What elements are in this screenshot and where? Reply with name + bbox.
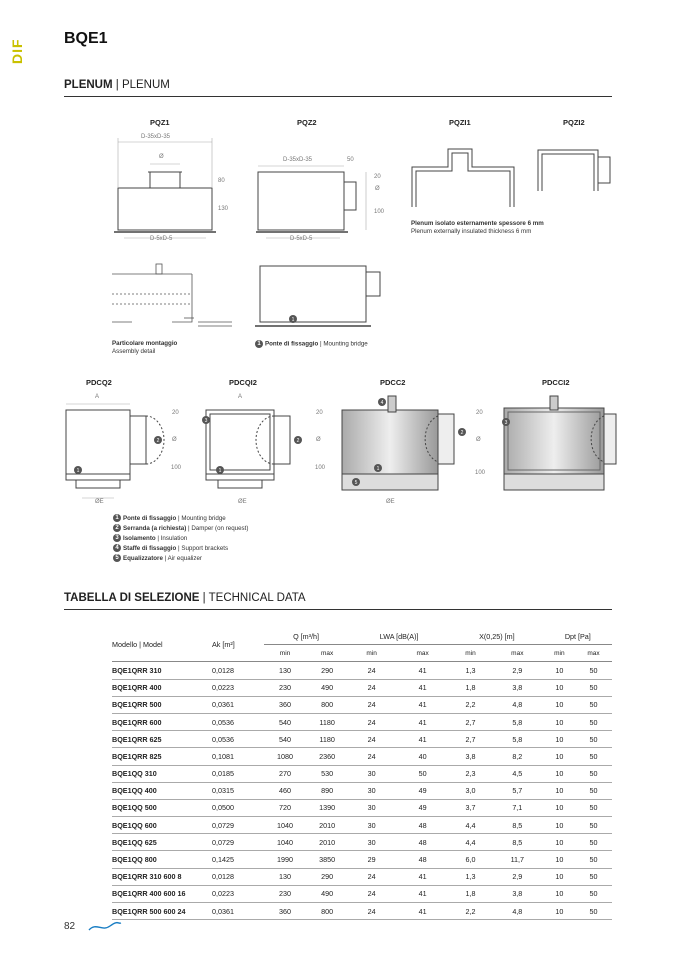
value-cell: 2,3	[450, 765, 491, 782]
pdcq2-dim-dia: Ø	[172, 437, 177, 443]
legend-item: 1 Ponte di fissaggio | Mounting bridge	[113, 514, 248, 524]
table-row	[112, 731, 612, 748]
value-cell: 2010	[306, 834, 348, 851]
value-cell: 10	[544, 748, 575, 765]
value-cell: 290	[306, 868, 348, 885]
value-cell: 2,9	[491, 662, 544, 679]
value-cell: 5,7	[491, 782, 544, 799]
value-cell: 890	[306, 782, 348, 799]
value-cell: 6,0	[450, 851, 491, 868]
value-cell: 4,8	[491, 696, 544, 713]
value-cell: 530	[306, 765, 348, 782]
value-cell: 1,3	[450, 868, 491, 885]
value-cell: 41	[395, 662, 450, 679]
table-row	[112, 868, 612, 885]
value-cell: 24	[348, 696, 395, 713]
pqz1-drawing	[110, 130, 220, 245]
value-cell: 0,0729	[212, 817, 264, 834]
header-noise: LWA [dB(A)]	[348, 628, 450, 645]
model-cell: BQE1QQ 600	[112, 817, 212, 834]
plenum-heading: PLENUM | PLENUM	[64, 79, 170, 91]
value-cell: 1,3	[450, 662, 491, 679]
pqz2-drawing	[256, 160, 371, 245]
label-pdcq2: PDCQ2	[86, 378, 112, 387]
assembly-detail-drawing	[112, 262, 232, 337]
value-cell: 270	[264, 765, 306, 782]
value-cell: 10	[544, 782, 575, 799]
pqzi1-drawing	[410, 145, 520, 215]
pdcqi2-dim-oe: ØE	[238, 499, 247, 505]
value-cell: 11,7	[491, 851, 544, 868]
svg-text:2: 2	[296, 438, 300, 444]
header-max: max	[491, 645, 544, 662]
table-row	[112, 748, 612, 765]
label-pdcci2: PDCCI2	[542, 378, 570, 387]
value-cell: 50	[575, 662, 612, 679]
value-cell: 3,7	[450, 799, 491, 816]
value-cell: 41	[395, 868, 450, 885]
value-cell: 800	[306, 903, 348, 920]
value-cell: 4,4	[450, 834, 491, 851]
value-cell: 540	[264, 731, 306, 748]
value-cell: 2,7	[450, 713, 491, 730]
value-cell: 4,5	[491, 765, 544, 782]
pdcqi2-dim-dia: Ø	[316, 437, 321, 443]
value-cell: 360	[264, 696, 306, 713]
value-cell: 41	[395, 679, 450, 696]
value-cell: 50	[575, 834, 612, 851]
header-max: max	[575, 645, 612, 662]
value-cell: 8,5	[491, 817, 544, 834]
header-flow: Q [m³/h]	[264, 628, 348, 645]
model-cell: BQE1QRR 825	[112, 748, 212, 765]
pqz1-dim-bottom: D-5xD-5	[150, 236, 173, 242]
value-cell: 8,2	[491, 748, 544, 765]
value-cell: 48	[395, 851, 450, 868]
value-cell: 24	[348, 885, 395, 902]
value-cell: 49	[395, 799, 450, 816]
value-cell: 30	[348, 782, 395, 799]
value-cell: 3,8	[491, 679, 544, 696]
table-row	[112, 851, 612, 868]
value-cell: 0,1425	[212, 851, 264, 868]
pdcqi2-drawing	[202, 394, 332, 504]
value-cell: 1390	[306, 799, 348, 816]
label-pqz1: PQZ1	[150, 118, 170, 127]
model-cell: BQE1QQ 625	[112, 834, 212, 851]
value-cell: 41	[395, 903, 450, 920]
value-cell: 0,0361	[212, 696, 264, 713]
value-cell: 50	[575, 868, 612, 885]
technical-data-table	[112, 628, 612, 920]
value-cell: 24	[348, 731, 395, 748]
legend-item: 5 Equalizzatore | Air equalizer	[113, 554, 248, 564]
pdcqi2-dim-a: A	[238, 394, 243, 400]
value-cell: 8,5	[491, 834, 544, 851]
value-cell: 2010	[306, 817, 348, 834]
label-pdcc2: PDCC2	[380, 378, 406, 387]
header-max: max	[395, 645, 450, 662]
pqz1-dim-80: 80	[218, 178, 225, 184]
value-cell: 0,0729	[212, 834, 264, 851]
value-cell: 50	[575, 713, 612, 730]
value-cell: 10	[544, 713, 575, 730]
value-cell: 290	[306, 662, 348, 679]
value-cell: 30	[348, 834, 395, 851]
pqz1-dim-130: 130	[218, 206, 229, 212]
pdcqi2-dim-20: 20	[316, 410, 323, 416]
pqz1-dim-dia: Ø	[159, 154, 164, 160]
page-number: 82	[64, 921, 76, 932]
value-cell: 460	[264, 782, 306, 799]
value-cell: 41	[395, 696, 450, 713]
value-cell: 2,7	[450, 731, 491, 748]
pqz2-dim-dia: Ø	[375, 186, 380, 192]
value-cell: 5,8	[491, 713, 544, 730]
value-cell: 50	[575, 731, 612, 748]
value-cell: 30	[348, 765, 395, 782]
value-cell: 0,0361	[212, 903, 264, 920]
value-cell: 1,8	[450, 679, 491, 696]
value-cell: 0,0223	[212, 885, 264, 902]
value-cell: 10	[544, 903, 575, 920]
value-cell: 1080	[264, 748, 306, 765]
model-cell: BQE1QQ 500	[112, 799, 212, 816]
table-row	[112, 679, 612, 696]
value-cell: 50	[575, 679, 612, 696]
value-cell: 10	[544, 731, 575, 748]
value-cell: 2360	[306, 748, 348, 765]
table-row	[112, 696, 612, 713]
svg-text:1: 1	[218, 468, 222, 474]
table-row	[112, 817, 612, 834]
legend	[113, 514, 248, 564]
value-cell: 24	[348, 903, 395, 920]
section-tab: DIF	[9, 38, 25, 64]
value-cell: 0,0536	[212, 731, 264, 748]
value-cell: 5,8	[491, 731, 544, 748]
value-cell: 0,0128	[212, 662, 264, 679]
value-cell: 50	[395, 765, 450, 782]
header-min: min	[348, 645, 395, 662]
value-cell: 50	[575, 748, 612, 765]
model-cell: BQE1QRR 500	[112, 696, 212, 713]
value-cell: 1040	[264, 817, 306, 834]
value-cell: 50	[575, 765, 612, 782]
page-title: BQE1	[64, 30, 108, 47]
value-cell: 230	[264, 885, 306, 902]
svg-text:4: 4	[380, 400, 384, 406]
badge-1: 1	[255, 340, 263, 348]
value-cell: 30	[348, 799, 395, 816]
badge-2: 2	[113, 524, 121, 532]
pdcq2-dim-oe: ØE	[95, 499, 104, 505]
pdcc2-dim-20: 20	[476, 410, 483, 416]
svg-text:1: 1	[376, 466, 380, 472]
pqz1-dim-top: D-35xD-35	[141, 134, 171, 140]
pqz2-dim-top: D-35xD-35	[283, 157, 313, 163]
value-cell: 1,8	[450, 885, 491, 902]
pdcq2-dim-a: A	[95, 394, 100, 400]
pdcci2-drawing	[500, 392, 630, 502]
table-row	[112, 765, 612, 782]
legend-item: 4 Staffe di fissaggio | Support brackets	[113, 544, 248, 554]
badge-5: 5	[113, 554, 121, 562]
tech-heading: TABELLA DI SELEZIONE | TECHNICAL DATA	[64, 592, 306, 604]
header-model: Modello | Model	[112, 628, 212, 662]
svg-text:2: 2	[460, 430, 464, 436]
header-throw: X(0,25) [m]	[450, 628, 544, 645]
value-cell: 10	[544, 679, 575, 696]
header-min: min	[264, 645, 306, 662]
badge-1: 1	[113, 514, 121, 522]
value-cell: 2,2	[450, 903, 491, 920]
value-cell: 10	[544, 851, 575, 868]
table-row	[112, 834, 612, 851]
value-cell: 490	[306, 885, 348, 902]
value-cell: 0,0536	[212, 713, 264, 730]
model-cell: BQE1QRR 310 600 8	[112, 868, 212, 885]
value-cell: 1990	[264, 851, 306, 868]
value-cell: 1180	[306, 731, 348, 748]
value-cell: 41	[395, 731, 450, 748]
value-cell: 540	[264, 713, 306, 730]
value-cell: 24	[348, 748, 395, 765]
label-pqzi1: PQZI1	[449, 118, 471, 127]
plenum-divider	[64, 96, 612, 97]
svg-text:1: 1	[291, 317, 295, 323]
pqz2-dim-20: 20	[374, 174, 381, 180]
badge-4: 4	[113, 544, 121, 552]
model-cell: BQE1QRR 400 600 16	[112, 885, 212, 902]
value-cell: 0,0500	[212, 799, 264, 816]
value-cell: 30	[348, 817, 395, 834]
mounting-bridge-drawing	[255, 262, 385, 334]
value-cell: 10	[544, 662, 575, 679]
model-cell: BQE1QRR 625	[112, 731, 212, 748]
label-pdcqi2: PDCQI2	[229, 378, 257, 387]
pdcqi2-dim-100: 100	[315, 465, 326, 471]
pqz2-dim-bottom: D-5xD-5	[290, 236, 313, 242]
table-row	[112, 799, 612, 816]
model-cell: BQE1QRR 600	[112, 713, 212, 730]
legend-item: 3 Isolamento | Insulation	[113, 534, 248, 544]
pdcc2-dim-oe: ØE	[386, 499, 395, 505]
legend-item: 2 Serranda (a richiesta) | Damper (on request)	[113, 524, 248, 534]
value-cell: 0,0315	[212, 782, 264, 799]
model-cell: BQE1QRR 400	[112, 679, 212, 696]
value-cell: 1040	[264, 834, 306, 851]
header-area: Ak [m²]	[212, 628, 264, 662]
value-cell: 0,0223	[212, 679, 264, 696]
model-cell: BQE1QQ 310	[112, 765, 212, 782]
pqzi2-drawing	[536, 145, 616, 215]
value-cell: 10	[544, 885, 575, 902]
value-cell: 3,8	[450, 748, 491, 765]
pdcc2-drawing	[338, 392, 478, 502]
pqz2-dim-100: 100	[374, 209, 385, 215]
value-cell: 24	[348, 868, 395, 885]
value-cell: 10	[544, 834, 575, 851]
value-cell: 1180	[306, 713, 348, 730]
value-cell: 50	[575, 885, 612, 902]
value-cell: 10	[544, 799, 575, 816]
value-cell: 49	[395, 782, 450, 799]
value-cell: 10	[544, 817, 575, 834]
value-cell: 130	[264, 662, 306, 679]
insulated-note: Plenum isolato esternamente spessore 6 mm Plenum externally insulated thickness 6 mm	[411, 220, 544, 235]
header-max: max	[306, 645, 348, 662]
wave-logo-icon	[88, 920, 122, 934]
value-cell: 50	[575, 782, 612, 799]
value-cell: 24	[348, 662, 395, 679]
svg-text:5: 5	[354, 480, 358, 486]
value-cell: 50	[575, 799, 612, 816]
svg-text:3: 3	[204, 418, 208, 424]
value-cell: 3850	[306, 851, 348, 868]
tech-divider	[64, 609, 612, 610]
table-body	[112, 662, 612, 920]
value-cell: 2,9	[491, 868, 544, 885]
svg-text:2: 2	[156, 438, 160, 444]
table-row	[112, 662, 612, 679]
value-cell: 0,0185	[212, 765, 264, 782]
value-cell: 50	[575, 696, 612, 713]
value-cell: 0,0128	[212, 868, 264, 885]
value-cell: 7,1	[491, 799, 544, 816]
model-cell: BQE1QQ 800	[112, 851, 212, 868]
value-cell: 130	[264, 868, 306, 885]
value-cell: 24	[348, 713, 395, 730]
pdcc2-dim-100: 100	[475, 470, 486, 476]
value-cell: 10	[544, 868, 575, 885]
model-cell: BQE1QRR 500 600 24	[112, 903, 212, 920]
value-cell: 10	[544, 696, 575, 713]
value-cell: 24	[348, 679, 395, 696]
pqz2-dim-50: 50	[347, 157, 354, 163]
value-cell: 3,0	[450, 782, 491, 799]
assembly-note: Particolare montaggio Assembly detail	[112, 340, 178, 355]
value-cell: 800	[306, 696, 348, 713]
value-cell: 40	[395, 748, 450, 765]
value-cell: 0,1081	[212, 748, 264, 765]
table-row	[112, 885, 612, 902]
value-cell: 2,2	[450, 696, 491, 713]
value-cell: 41	[395, 885, 450, 902]
value-cell: 50	[575, 903, 612, 920]
value-cell: 48	[395, 834, 450, 851]
header-pressure: Dpt [Pa]	[544, 628, 612, 645]
value-cell: 3,8	[491, 885, 544, 902]
value-cell: 360	[264, 903, 306, 920]
value-cell: 10	[544, 765, 575, 782]
value-cell: 720	[264, 799, 306, 816]
table-row	[112, 903, 612, 920]
pdcq2-dim-100: 100	[171, 465, 182, 471]
badge-3: 3	[113, 534, 121, 542]
value-cell: 490	[306, 679, 348, 696]
value-cell: 4,4	[450, 817, 491, 834]
value-cell: 230	[264, 679, 306, 696]
header-min: min	[450, 645, 491, 662]
model-cell: BQE1QRR 310	[112, 662, 212, 679]
table-row	[112, 713, 612, 730]
value-cell: 29	[348, 851, 395, 868]
svg-text:3: 3	[504, 420, 508, 426]
label-pqz2: PQZ2	[297, 118, 317, 127]
model-cell: BQE1QQ 400	[112, 782, 212, 799]
header-min: min	[544, 645, 575, 662]
bridge-note: 1 Ponte di fissaggio | Mounting bridge	[255, 340, 368, 349]
pdcq2-dim-20: 20	[172, 410, 179, 416]
value-cell: 50	[575, 851, 612, 868]
label-pqzi2: PQZI2	[563, 118, 585, 127]
table-row	[112, 782, 612, 799]
pdcc2-dim-dia: Ø	[476, 437, 481, 443]
value-cell: 4,8	[491, 903, 544, 920]
svg-text:1: 1	[76, 468, 80, 474]
value-cell: 50	[575, 817, 612, 834]
value-cell: 48	[395, 817, 450, 834]
value-cell: 41	[395, 713, 450, 730]
